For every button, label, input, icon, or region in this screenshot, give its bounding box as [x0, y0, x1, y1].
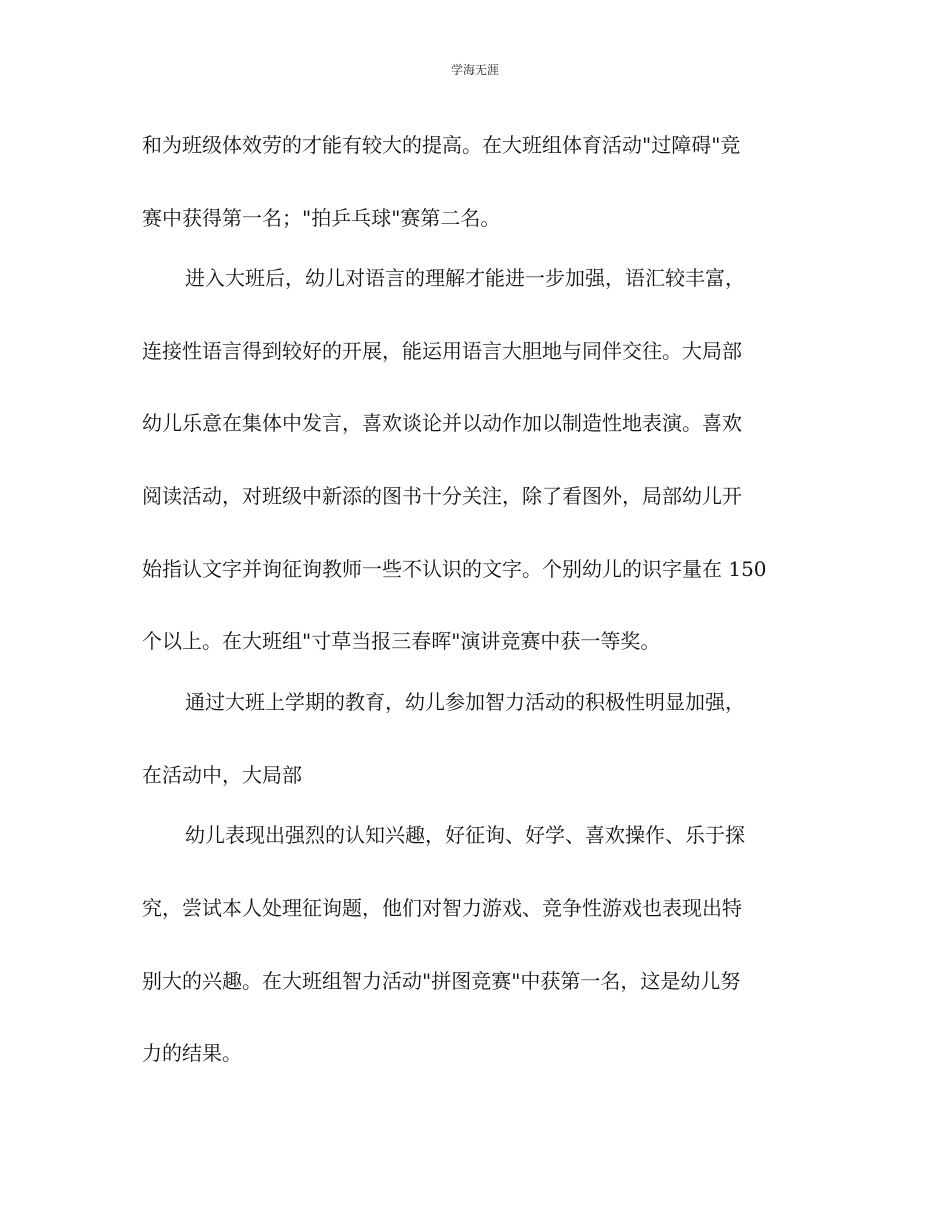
text-line: 阅读活动，对班级中新添的图书十分关注，除了看图外，局部幼儿开 — [142, 484, 742, 508]
page-header: 学海无涯 — [450, 63, 499, 77]
text-line: 赛中获得第一名；"拍乒乓球"赛第二名。 — [142, 206, 501, 230]
paragraph-start-line: 进入大班后，幼儿对语言的理解才能进一步加强，语汇较丰富， — [185, 266, 745, 290]
text-line: 在活动中，大局部 — [142, 763, 302, 787]
text-line: 力的结果。 — [142, 1041, 242, 1065]
text-line: 始指认文字并询征询教师一些不认识的文字。个别幼儿的识字量在 150 — [142, 557, 767, 581]
text-line: 连接性语言得到较好的开展，能运用语言大胆地与同伴交往。大局部 — [142, 339, 742, 363]
text-line: 和为班级体效劳的才能有较大的提高。在大班组体育活动"过障碍"竞 — [142, 133, 741, 157]
text-line: 个以上。在大班组"寸草当报三春晖"演讲竞赛中获一等奖。 — [142, 629, 661, 653]
text-line: 究，尝试本人处理征询题，他们对智力游戏、竞争性游戏也表现出特 — [142, 896, 742, 920]
paragraph-start-line: 通过大班上学期的教育，幼儿参加智力活动的积极性明显加强， — [185, 690, 745, 714]
text-line: 幼儿乐意在集体中发言，喜欢谈论并以动作加以制造性地表演。喜欢 — [142, 411, 742, 435]
paragraph-start-line: 幼儿表现出强烈的认知兴趣，好征询、好学、喜欢操作、乐于探 — [185, 823, 745, 847]
text-line: 别大的兴趣。在大班组智力活动"拼图竞赛"中获第一名，这是幼儿努 — [142, 969, 741, 993]
